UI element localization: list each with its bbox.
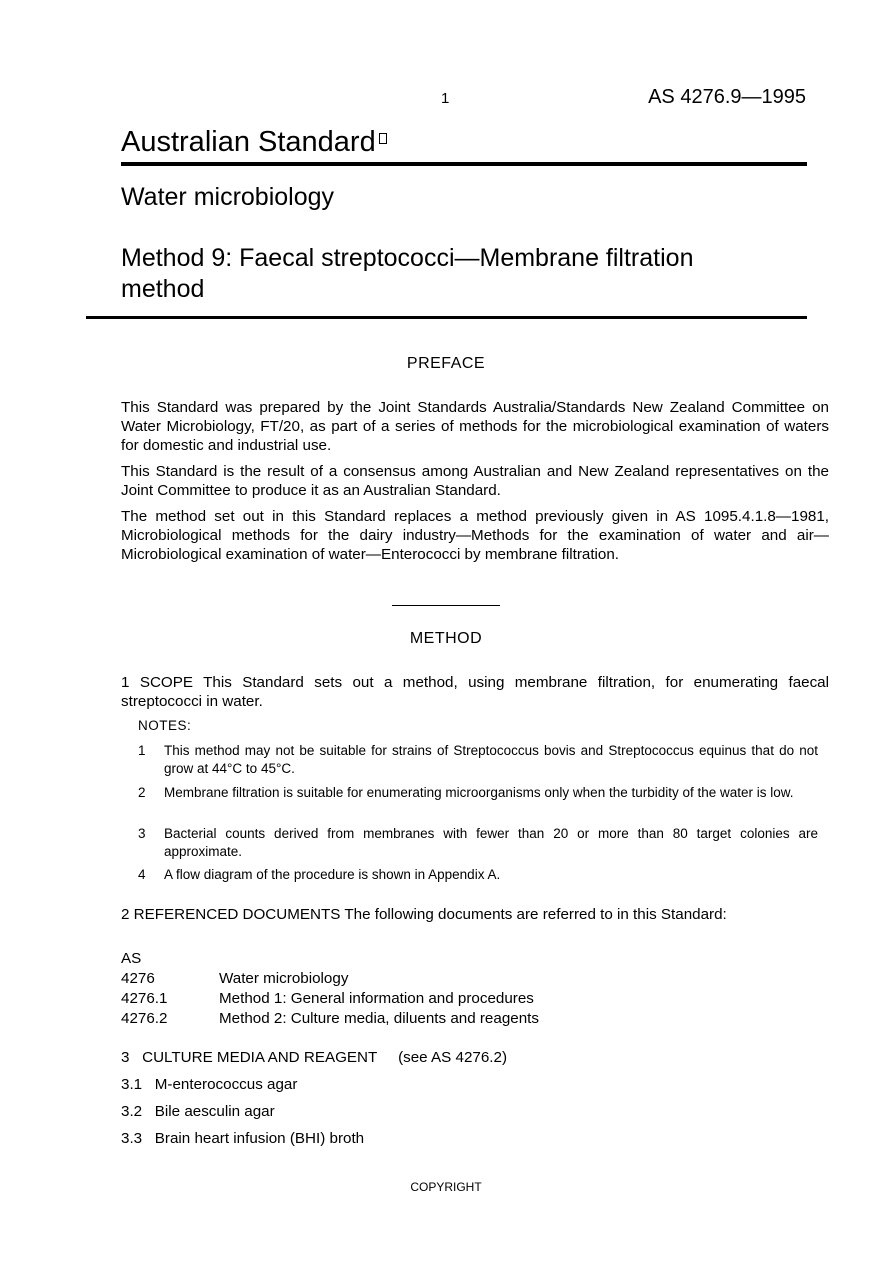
scope-paragraph: 1 SCOPE This Standard sets out a method, using membrane filtration, for enumerating faecal streptococci in water.: [121, 674, 829, 710]
note-number: 4: [138, 867, 146, 882]
culture-media-heading: 3 CULTURE MEDIA AND REAGENT (see AS 4276.2): [121, 1049, 508, 1066]
note-text: Membrane filtration is suitable for enumerating microorganisms only when the turbidity of the water is low.: [164, 785, 794, 800]
culture-item: 3.3 Brain heart infusion (BHI) broth: [121, 1130, 365, 1147]
referenced-item: [121, 990, 534, 1007]
preface-paragraph: The method set out in this Standard replaces a method previously given in AS 1095.4.1.8—1981, Microbiological methods for the dairy industry—Methods for the examination of water and air—Microbiological examination of water—Enterococci by membrane filtration.: [121, 508, 829, 563]
registered-mark-icon: [379, 133, 387, 144]
note-number: 1: [138, 743, 146, 758]
culture-item: 3.2 Bile aesculin agar: [121, 1103, 275, 1120]
note-item: [138, 742, 818, 777]
culture-item: 3.1 M-enterococcus agar: [121, 1076, 298, 1093]
note-text: This method may not be suitable for strains of Streptococcus bovis and Streptococcus equinus that do not grow at 44°C to 45°C.: [164, 743, 818, 776]
note-text: Bacterial counts derived from membranes with fewer than 20 or more than 80 target colonies are approximate.: [164, 826, 818, 859]
referenced-code: 4276.1: [121, 990, 168, 1007]
method-heading: METHOD: [409, 630, 483, 647]
preface-heading: PREFACE: [406, 355, 486, 372]
preface-paragraph: This Standard is the result of a consensus among Australian and New Zealand representatives on the Joint Committee to produce it as an Australian Standard.: [121, 463, 829, 499]
publisher-title-text: Australian Standard: [121, 126, 376, 158]
note-item: [138, 784, 818, 802]
referenced-documents-heading: 2 REFERENCED DOCUMENTS The following documents are referred to in this Standard:: [121, 906, 727, 923]
standard-number: AS 4276.9—1995: [648, 86, 806, 108]
note-item: [138, 866, 818, 884]
referenced-item: [121, 1010, 539, 1027]
preface-paragraph: This Standard was prepared by the Joint Standards Australia/Standards New Zealand Committee on Water Microbiology, FT/20, as part of a series of methods for the microbiological examination of waters for domestic and industrial use.: [121, 399, 829, 454]
referenced-series: AS: [121, 950, 142, 967]
document-title: Water microbiology: [121, 183, 335, 211]
referenced-code: 4276.2: [121, 1010, 168, 1027]
copyright-footer: COPYRIGHT: [410, 1180, 482, 1194]
referenced-title: Water microbiology: [219, 970, 349, 987]
header-rule: [121, 162, 807, 166]
note-number: 3: [138, 826, 146, 841]
method-title: Method 9: Faecal streptococci—Membrane filtration method: [121, 244, 694, 303]
note-item: [138, 825, 818, 860]
referenced-title: Method 1: General information and procedures: [219, 990, 534, 1007]
title-rule: [86, 316, 807, 319]
section-divider: [392, 605, 500, 606]
page-number: 1: [441, 90, 450, 107]
referenced-code: 4276: [121, 970, 155, 987]
note-number: 2: [138, 785, 146, 800]
referenced-title: Method 2: Culture media, diluents and reagents: [219, 1010, 539, 1027]
notes-label: NOTES:: [138, 718, 192, 733]
publisher-title: [121, 126, 387, 159]
referenced-item: [121, 970, 348, 987]
note-text: A flow diagram of the procedure is shown in Appendix A.: [164, 867, 501, 882]
